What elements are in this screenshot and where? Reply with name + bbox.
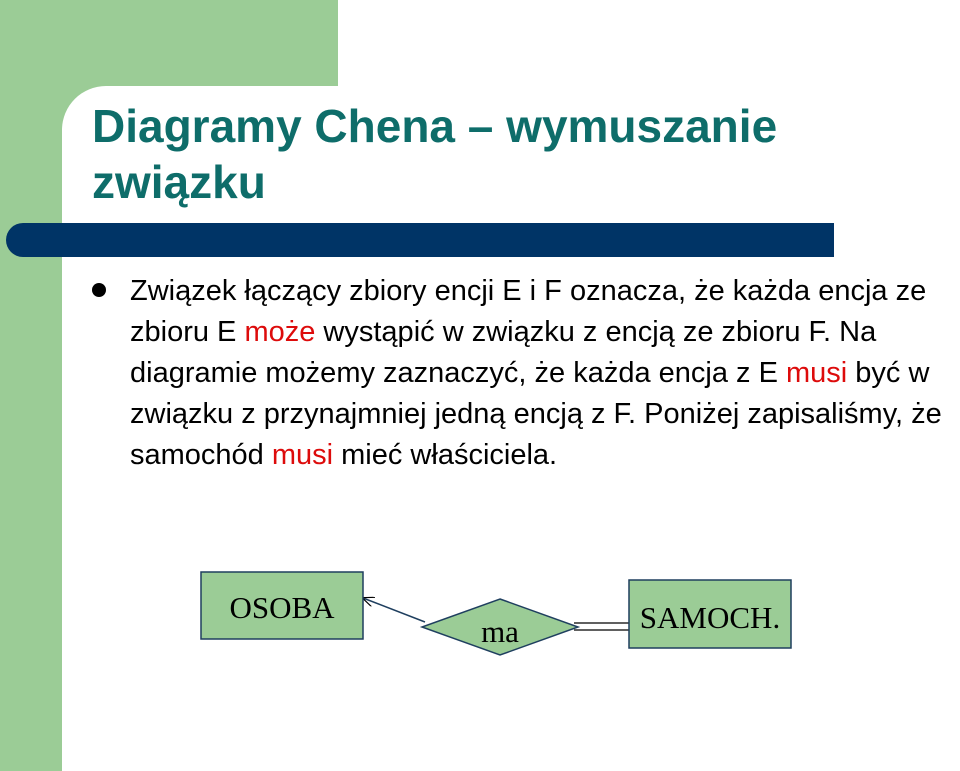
emphasis-musi-1: musi: [786, 357, 848, 389]
arrow-to-osoba: [363, 598, 425, 622]
bullet-text-part-3: być w związku z przynajmniej jedną encją z F. Poniżej zapisaliśmy, że samochód: [130, 357, 942, 471]
bullet-text-part-4: mieć właściciela.: [333, 439, 558, 471]
bullet-text-part-1: Związek łączący zbiory encji E i F oznacza, że każda encja ze zbioru E: [130, 275, 927, 348]
title-line-2: związku: [92, 156, 266, 208]
title-line-1: Diagramy Chena – wymuszanie: [92, 100, 778, 152]
emphasis-moze: może: [244, 316, 316, 348]
emphasis-musi-2: musi: [271, 439, 334, 471]
entity-samochod-label: SAMOCH.: [639, 600, 781, 635]
relationship-ma-label: ma: [481, 614, 519, 649]
entity-osoba-label: OSOBA: [229, 590, 335, 625]
bullet-text-part-2: wystąpić w związku z encją ze zbioru F. Na diagramie możemy zaznaczyć, że każda encja z E: [130, 316, 877, 389]
